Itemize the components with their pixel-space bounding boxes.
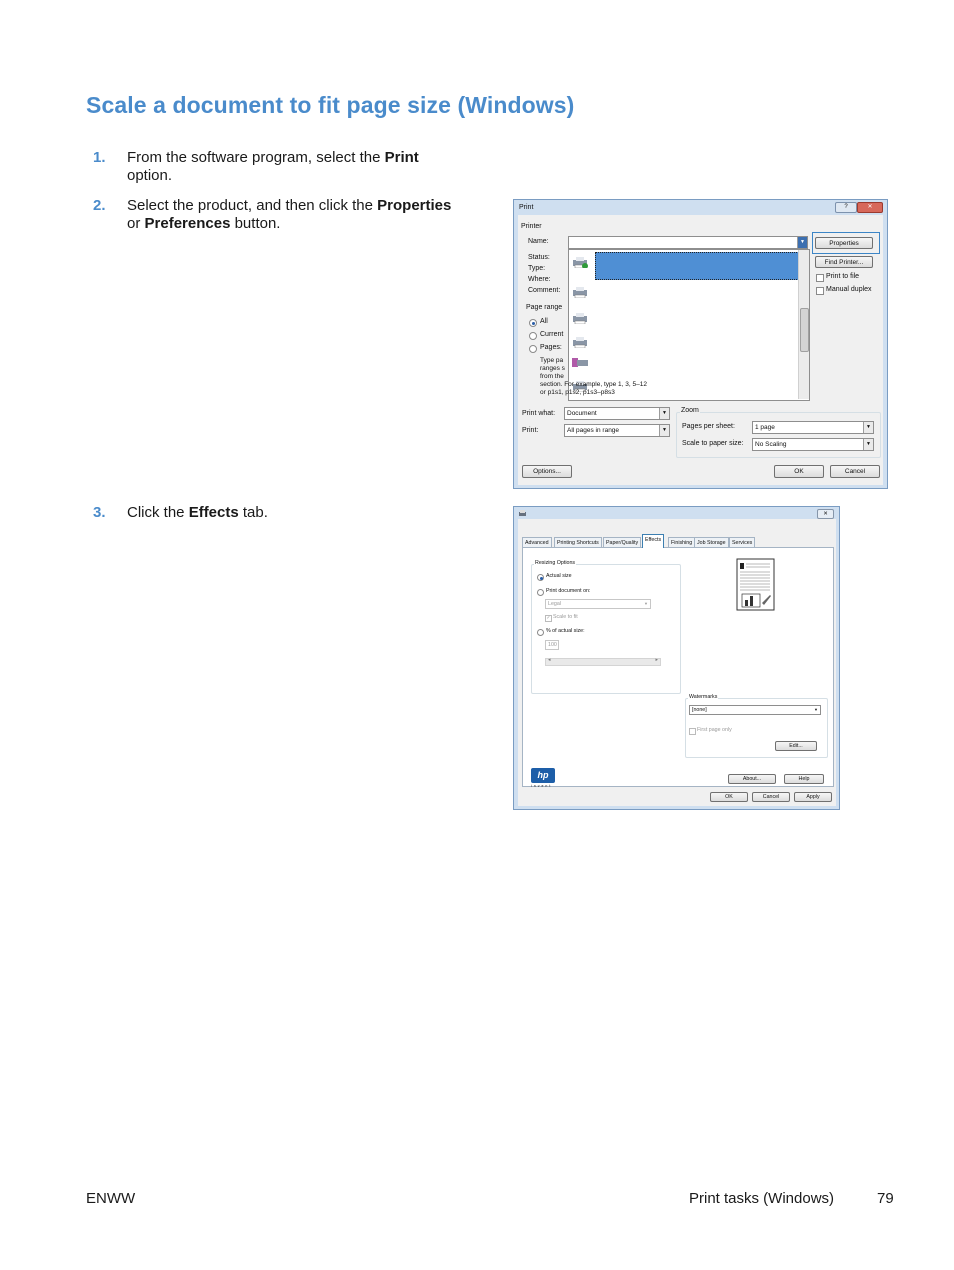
printer-icon xyxy=(518,510,527,517)
printer-icon xyxy=(571,336,589,348)
selected-printer-row[interactable] xyxy=(595,252,799,280)
scale-combo[interactable]: No Scaling ▼ xyxy=(752,438,874,451)
chevron-down-icon: ▼ xyxy=(863,422,873,433)
printer-dropdown-list[interactable] xyxy=(568,249,810,401)
range-help-line: ranges s xyxy=(540,365,565,372)
fax-printer-icon xyxy=(571,356,589,368)
step-number: 1. xyxy=(93,149,106,166)
pages-per-sheet-label: Pages per sheet: xyxy=(682,423,735,430)
page-preview-icon xyxy=(736,558,776,611)
actual-size-label: Actual size xyxy=(546,573,572,579)
chevron-down-icon: ▼ xyxy=(659,425,669,436)
printer-properties-dialog xyxy=(513,506,840,810)
range-help-line: Type pa xyxy=(540,357,564,364)
percent-actual-label: % of actual size: xyxy=(546,628,585,634)
chevron-down-icon: ▼ xyxy=(644,601,648,606)
dialog-title: Print xyxy=(519,204,534,211)
print-label: Print: xyxy=(522,427,539,434)
about-button[interactable]: About... xyxy=(728,774,776,784)
print-what-label: Print what: xyxy=(522,410,556,417)
apply-button[interactable]: Apply xyxy=(794,792,832,802)
scrollbar-thumb[interactable] xyxy=(800,308,809,352)
edit-button[interactable]: Edit... xyxy=(775,741,817,751)
print-to-file-checkbox[interactable] xyxy=(816,274,824,282)
step-text: Click the Effects tab. xyxy=(127,504,268,521)
printer-name-combo[interactable] xyxy=(568,236,808,249)
tab-advanced[interactable]: Advanced xyxy=(522,537,552,547)
printer-icon xyxy=(571,312,589,324)
manual-duplex-label: Manual duplex xyxy=(826,286,872,293)
first-page-only-label: First page only xyxy=(697,727,732,733)
tab-printing-shortcuts[interactable]: Printing Shortcuts xyxy=(554,537,602,547)
range-help-line: from the xyxy=(540,373,564,380)
range-all-radio[interactable] xyxy=(529,319,537,327)
chevron-down-icon: ▼ xyxy=(659,408,669,419)
help-button[interactable]: ? xyxy=(835,202,857,213)
dialog-body xyxy=(518,519,836,806)
step-text: Select the product, and then click the Properties or Preferences button. xyxy=(127,197,452,232)
printer-icon xyxy=(571,286,589,298)
tab-finishing[interactable]: Finishing xyxy=(668,537,695,547)
range-all-label: All xyxy=(540,318,548,325)
cancel-button[interactable]: Cancel xyxy=(752,792,790,802)
step-1 xyxy=(86,149,456,185)
hp-logo: hp xyxy=(531,768,555,783)
type-label: Type: xyxy=(528,265,546,272)
scale-to-fit-label: Scale to fit xyxy=(553,614,578,620)
scrollbar[interactable] xyxy=(798,250,809,399)
zoom-label: Zoom xyxy=(681,407,699,414)
name-label: Name: xyxy=(528,238,549,245)
range-help-line: section. For example, type 1, 3, 5–12 xyxy=(540,381,647,388)
page-number: 79 xyxy=(877,1190,894,1207)
help-button[interactable]: Help xyxy=(784,774,824,784)
step-3 xyxy=(86,504,456,522)
tab-job-storage[interactable]: Job Storage xyxy=(694,537,729,547)
scale-to-fit-checkbox[interactable]: ✓ xyxy=(546,615,551,621)
zoom-group xyxy=(676,412,881,458)
step-number: 3. xyxy=(93,504,106,521)
percent-slider[interactable] xyxy=(545,658,661,666)
range-pages-radio[interactable] xyxy=(529,345,537,353)
hp-tagline: invent xyxy=(531,784,553,788)
chevron-right-icon: ▸ xyxy=(655,657,658,663)
page-range-label: Page range xyxy=(526,304,563,311)
tab-effects[interactable]: Effects xyxy=(642,534,664,548)
percent-input[interactable]: 100 xyxy=(545,640,559,650)
print-what-combo[interactable]: Document ▼ xyxy=(564,407,670,420)
effects-tab-page xyxy=(522,547,834,787)
chevron-down-icon: ▼ xyxy=(863,439,873,450)
scale-label: Scale to paper size: xyxy=(682,440,744,447)
print-document-on-radio[interactable] xyxy=(537,589,544,596)
close-button[interactable]: ✕ xyxy=(817,509,834,519)
range-current-radio[interactable] xyxy=(529,332,537,340)
chevron-left-icon: ◂ xyxy=(548,657,551,663)
first-page-only-checkbox[interactable] xyxy=(689,728,696,735)
where-label: Where: xyxy=(528,276,551,283)
pages-per-sheet-combo[interactable]: 1 page ▼ xyxy=(752,421,874,434)
print-to-file-label: Print to file xyxy=(826,273,860,280)
range-pages-label: Pages: xyxy=(540,344,562,351)
tab-paper-quality[interactable]: Paper/Quality xyxy=(603,537,641,547)
ok-button[interactable]: OK xyxy=(710,792,748,802)
watermarks-label: Watermarks xyxy=(689,694,718,700)
close-button[interactable]: ✕ xyxy=(857,202,883,213)
manual-duplex-checkbox[interactable] xyxy=(816,287,824,295)
chevron-down-icon: ▼ xyxy=(814,707,818,712)
actual-size-radio[interactable] xyxy=(537,574,544,581)
step-2 xyxy=(86,197,456,233)
watermark-combo[interactable]: [none] ▼ xyxy=(689,705,821,715)
percent-actual-radio[interactable] xyxy=(537,629,544,636)
step-number: 2. xyxy=(93,197,106,214)
step-text: From the software program, select the Print option. xyxy=(127,149,419,184)
chevron-down-icon: ▼ xyxy=(797,237,807,248)
footer-section: Print tasks (Windows) xyxy=(689,1190,835,1207)
cancel-button[interactable]: Cancel xyxy=(830,465,880,478)
print-document-on-label: Print document on: xyxy=(546,588,591,594)
comment-label: Comment: xyxy=(528,287,561,294)
printer-group-label: Printer xyxy=(521,223,542,230)
print-dialog xyxy=(513,199,888,489)
tab-services[interactable]: Services xyxy=(729,537,755,547)
paper-size-combo[interactable]: Legal ▼ xyxy=(545,599,651,609)
resizing-options-label: Resizing Options xyxy=(535,560,576,566)
print-combo[interactable]: All pages in range ▼ xyxy=(564,424,670,437)
range-help-line: or p1s1, p1s2, p1s3–p8s3 xyxy=(540,389,615,396)
status-label: Status: xyxy=(528,254,550,261)
find-printer-button[interactable]: Find Printer... xyxy=(815,256,873,268)
page-title: Scale a document to fit page size (Windows) xyxy=(86,92,575,118)
dialog-body xyxy=(518,215,883,485)
properties-button[interactable]: Properties xyxy=(815,237,873,249)
options-button[interactable]: Options... xyxy=(522,465,572,478)
footer-left: ENWW xyxy=(86,1190,136,1207)
range-current-label: Current xyxy=(540,331,564,338)
printer-icon xyxy=(571,256,589,268)
ok-button[interactable]: OK xyxy=(774,465,824,478)
